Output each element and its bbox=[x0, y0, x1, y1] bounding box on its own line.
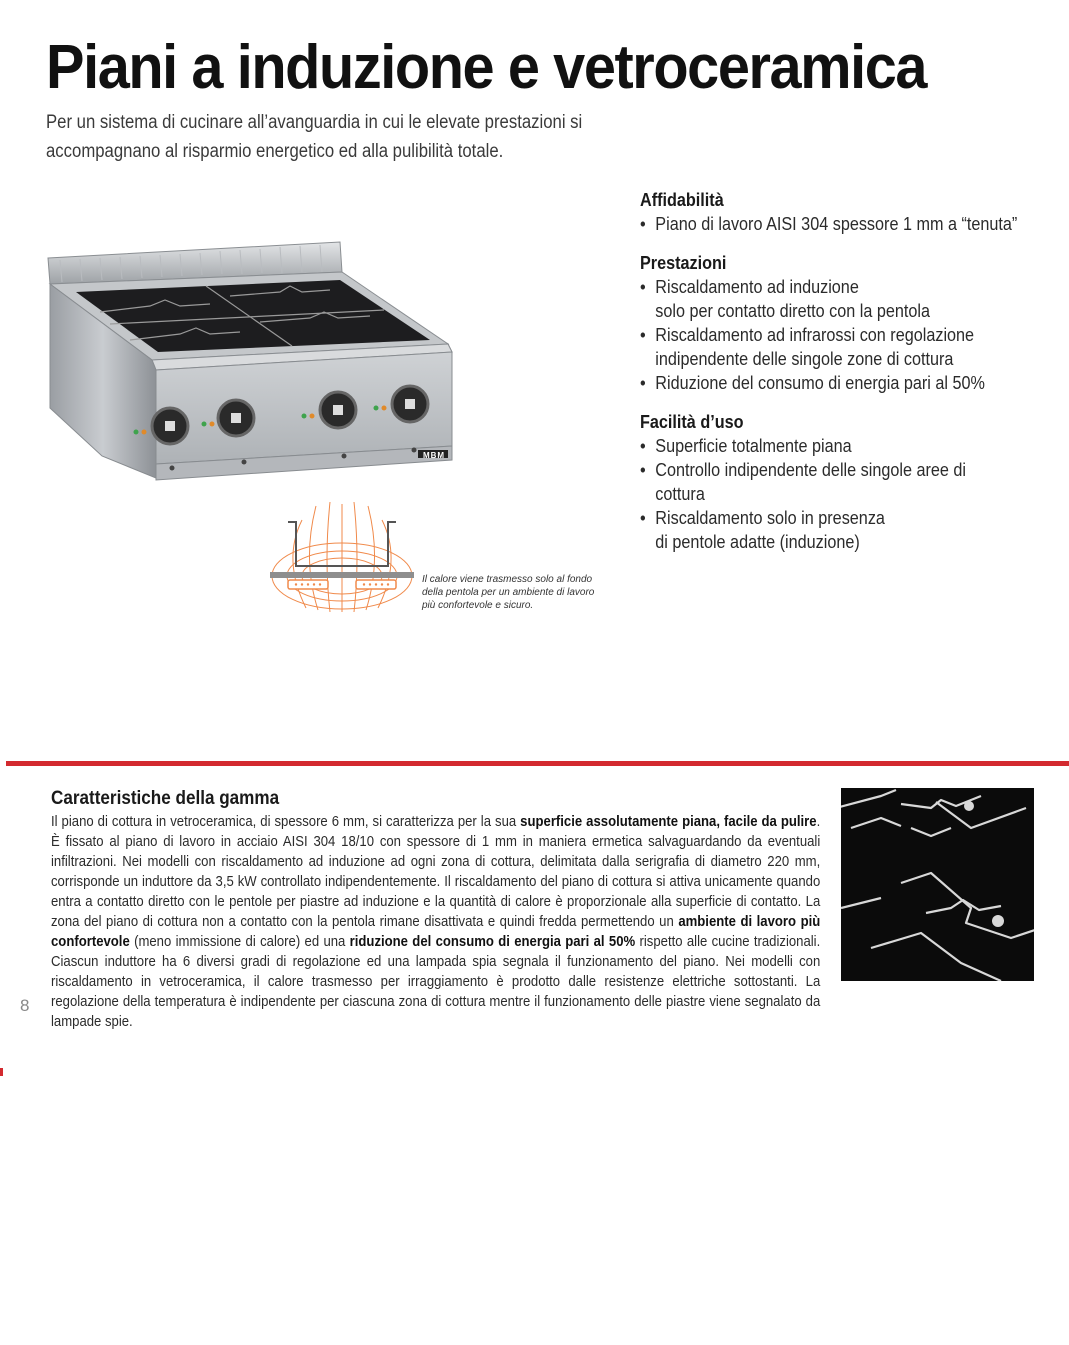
page-number: 8 bbox=[20, 996, 30, 1015]
induction-cooktop-image bbox=[40, 236, 470, 506]
feature-facilita-uso bbox=[640, 410, 1018, 554]
feature-item: • Riscaldamento solo in presenza di pentole adatte (induzione) bbox=[640, 506, 1018, 554]
feature-affidabilita bbox=[640, 188, 1018, 236]
feature-prestazioni bbox=[640, 251, 1018, 395]
section-body: Il piano di cottura in vetroceramica, di spessore 6 mm, si caratterizza per la sua superficie assolutamente piana, facile da pulire. È fissato al piano di lavoro in acciaio AISI 304 18/10 con spessore di 1 mm in maniera ermetica salvaguardando da eventuali infiltrazioni. Nei modelli con riscaldamento ad induzione ad ogni zona di cottura, delimitata dalla serigrafia di diametro 220 mm, corrisponde un induttore da 3,5 kW controllato indipendentemente. Il riscaldamento del piano di cottura si attiva unicamente quando entra a contatto diretto con le pentole per piastre ad induzione e la quantità di calore è proporzionale alla superficie di contatto. La zona del piano di cottura non a contatto con la pentola rimane disattivata e quindi fredda permettendo un ambiente di lavoro più confortevole (meno immissione di calore) ed una riduzione del consumo di energia pari al 50% rispetto alle cucine tradizionali. Ciascun induttore ha 6 diversi gradi di regolazione ed una lampada spia segnala il funzionamento del piano. Nei modelli con riscaldamento in vetroceramica, il calore trasmesso per irraggiamento è prodotto dalle resistenze elettriche sottostanti. La regolazione della temperatura è indipendente per ciascuna zona di cottura mentre il funzionamento delle piastre viene segnalato da lampade spie. bbox=[51, 814, 821, 1030]
diagram-caption: Il calore viene trasmesso solo al fondo della pentola per un ambiente di lavoro più confortevole e sicuro. bbox=[422, 574, 595, 611]
section-divider bbox=[6, 761, 1069, 766]
feature-heading: Prestazioni bbox=[640, 253, 727, 273]
page-title: Piani a induzione e vetroceramica bbox=[46, 33, 927, 102]
feature-item: • Piano di lavoro AISI 304 spessore 1 mm a “tenuta” bbox=[640, 212, 1018, 236]
feature-item: • Superficie totalmente piana bbox=[640, 434, 1018, 458]
feature-item: • Riscaldamento ad induzione solo per contatto diretto con la pentola bbox=[640, 275, 1018, 323]
brand-logo: MBM bbox=[422, 451, 446, 460]
feature-heading: Affidabilità bbox=[640, 190, 724, 210]
margin-marker bbox=[0, 1068, 3, 1076]
feature-item: • Controllo indipendente delle singole aree di cottura bbox=[640, 458, 1018, 506]
section-title: Caratteristiche della gamma bbox=[51, 788, 280, 809]
page-subtitle: Per un sistema di cucinare all’avanguardia in cui le elevate prestazioni si accompagnano al risparmio energetico ed alla pulibilità totale. bbox=[46, 112, 583, 162]
feature-heading: Facilità d’uso bbox=[640, 412, 744, 432]
feature-item: • Riduzione del consumo di energia pari al 50% bbox=[640, 371, 1018, 395]
feature-item: • Riscaldamento ad infrarossi con regolazione indipendente delle singole zone di cottura bbox=[640, 323, 1018, 371]
glass-surface-closeup-image bbox=[841, 788, 1034, 981]
induction-field-diagram-image bbox=[262, 500, 422, 615]
